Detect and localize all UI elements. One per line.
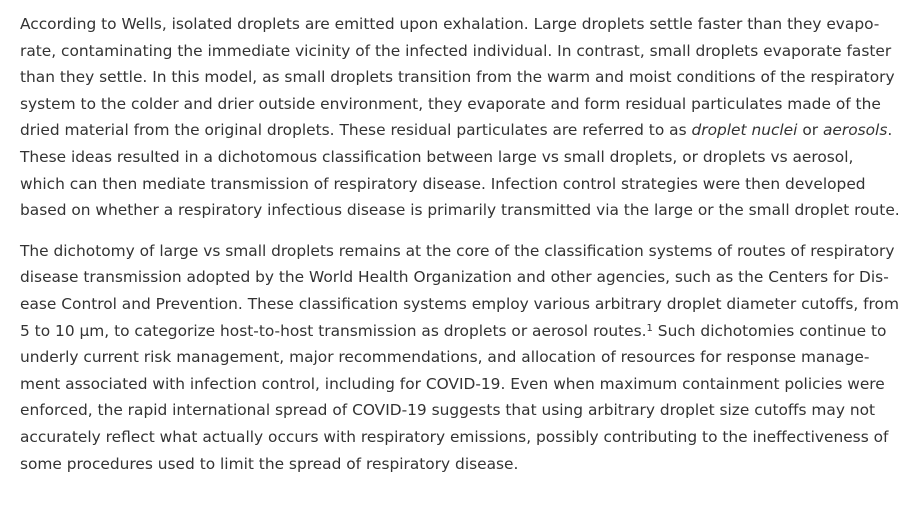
paragraph-dichotomy	[20, 238, 899, 477]
text-line: ease Control and Prevention. These classification systems employ various arbitrary droplet diameter cutoffs, from	[20, 294, 899, 313]
term-droplet-nuclei: droplet nuclei	[691, 121, 798, 140]
text-line: ment associated with infection control, including for COVID-19. Even when maximum containment policies were	[20, 374, 885, 393]
article-body	[20, 11, 900, 477]
text-line: 5 to 10 μm, to categorize host-to-host transmission as droplets or aerosol routes.$^1$ Such dichotomies continue to	[20, 321, 887, 340]
text-line: disease transmission adopted by the World Health Organization and other agencies, such as the Centers for Dis-	[20, 268, 889, 287]
text-line: some procedures used to limit the spread of respiratory disease.	[20, 454, 519, 473]
text-line: accurately reflect what actually occurs with respiratory emissions, possibly contributing to the ineffectiveness of	[20, 427, 889, 446]
text-line: According to Wells, isolated droplets are emitted upon exhalation. Large droplets settle faster than they evapo-	[20, 15, 880, 33]
text-line: than they settle. In this model, as small droplets transition from the warm and moist conditions of the respiratory	[20, 68, 895, 87]
text-line: enforced, the rapid international spread of COVID-19 suggests that using arbitrary droplet size cutoffs may not	[20, 401, 876, 420]
text-line: dried material from the original droplets. These residual particulates are referred to as droplet nuclei or aerosols.	[20, 121, 893, 140]
text-line: rate, contaminating the immediate vicinity of the infected individual. In contrast, small droplets evaporate faster	[20, 41, 892, 60]
citation-reference-1[interactable]: 1	[646, 322, 653, 334]
text-line: underly current risk management, major recommendations, and allocation of resources for response manage-	[20, 348, 870, 367]
term-aerosols: aerosols	[822, 121, 888, 140]
text-line: which can then mediate transmission of respiratory disease. Infection control strategies were then developed	[20, 174, 866, 193]
text-line: The dichotomy of large vs small droplets remains at the core of the classification systems of routes of respiratory	[20, 241, 895, 260]
text-line: system to the colder and drier outside environment, they evaporate and form residual particulates made of the	[20, 94, 881, 113]
paragraph-wells-model	[20, 11, 900, 224]
text-line: based on whether a respiratory infectious disease is primarily transmitted via the large or the small droplet route.	[20, 201, 900, 220]
text-line: These ideas resulted in a dichotomous classification between large vs small droplets, or droplets vs aerosol,	[20, 147, 854, 166]
